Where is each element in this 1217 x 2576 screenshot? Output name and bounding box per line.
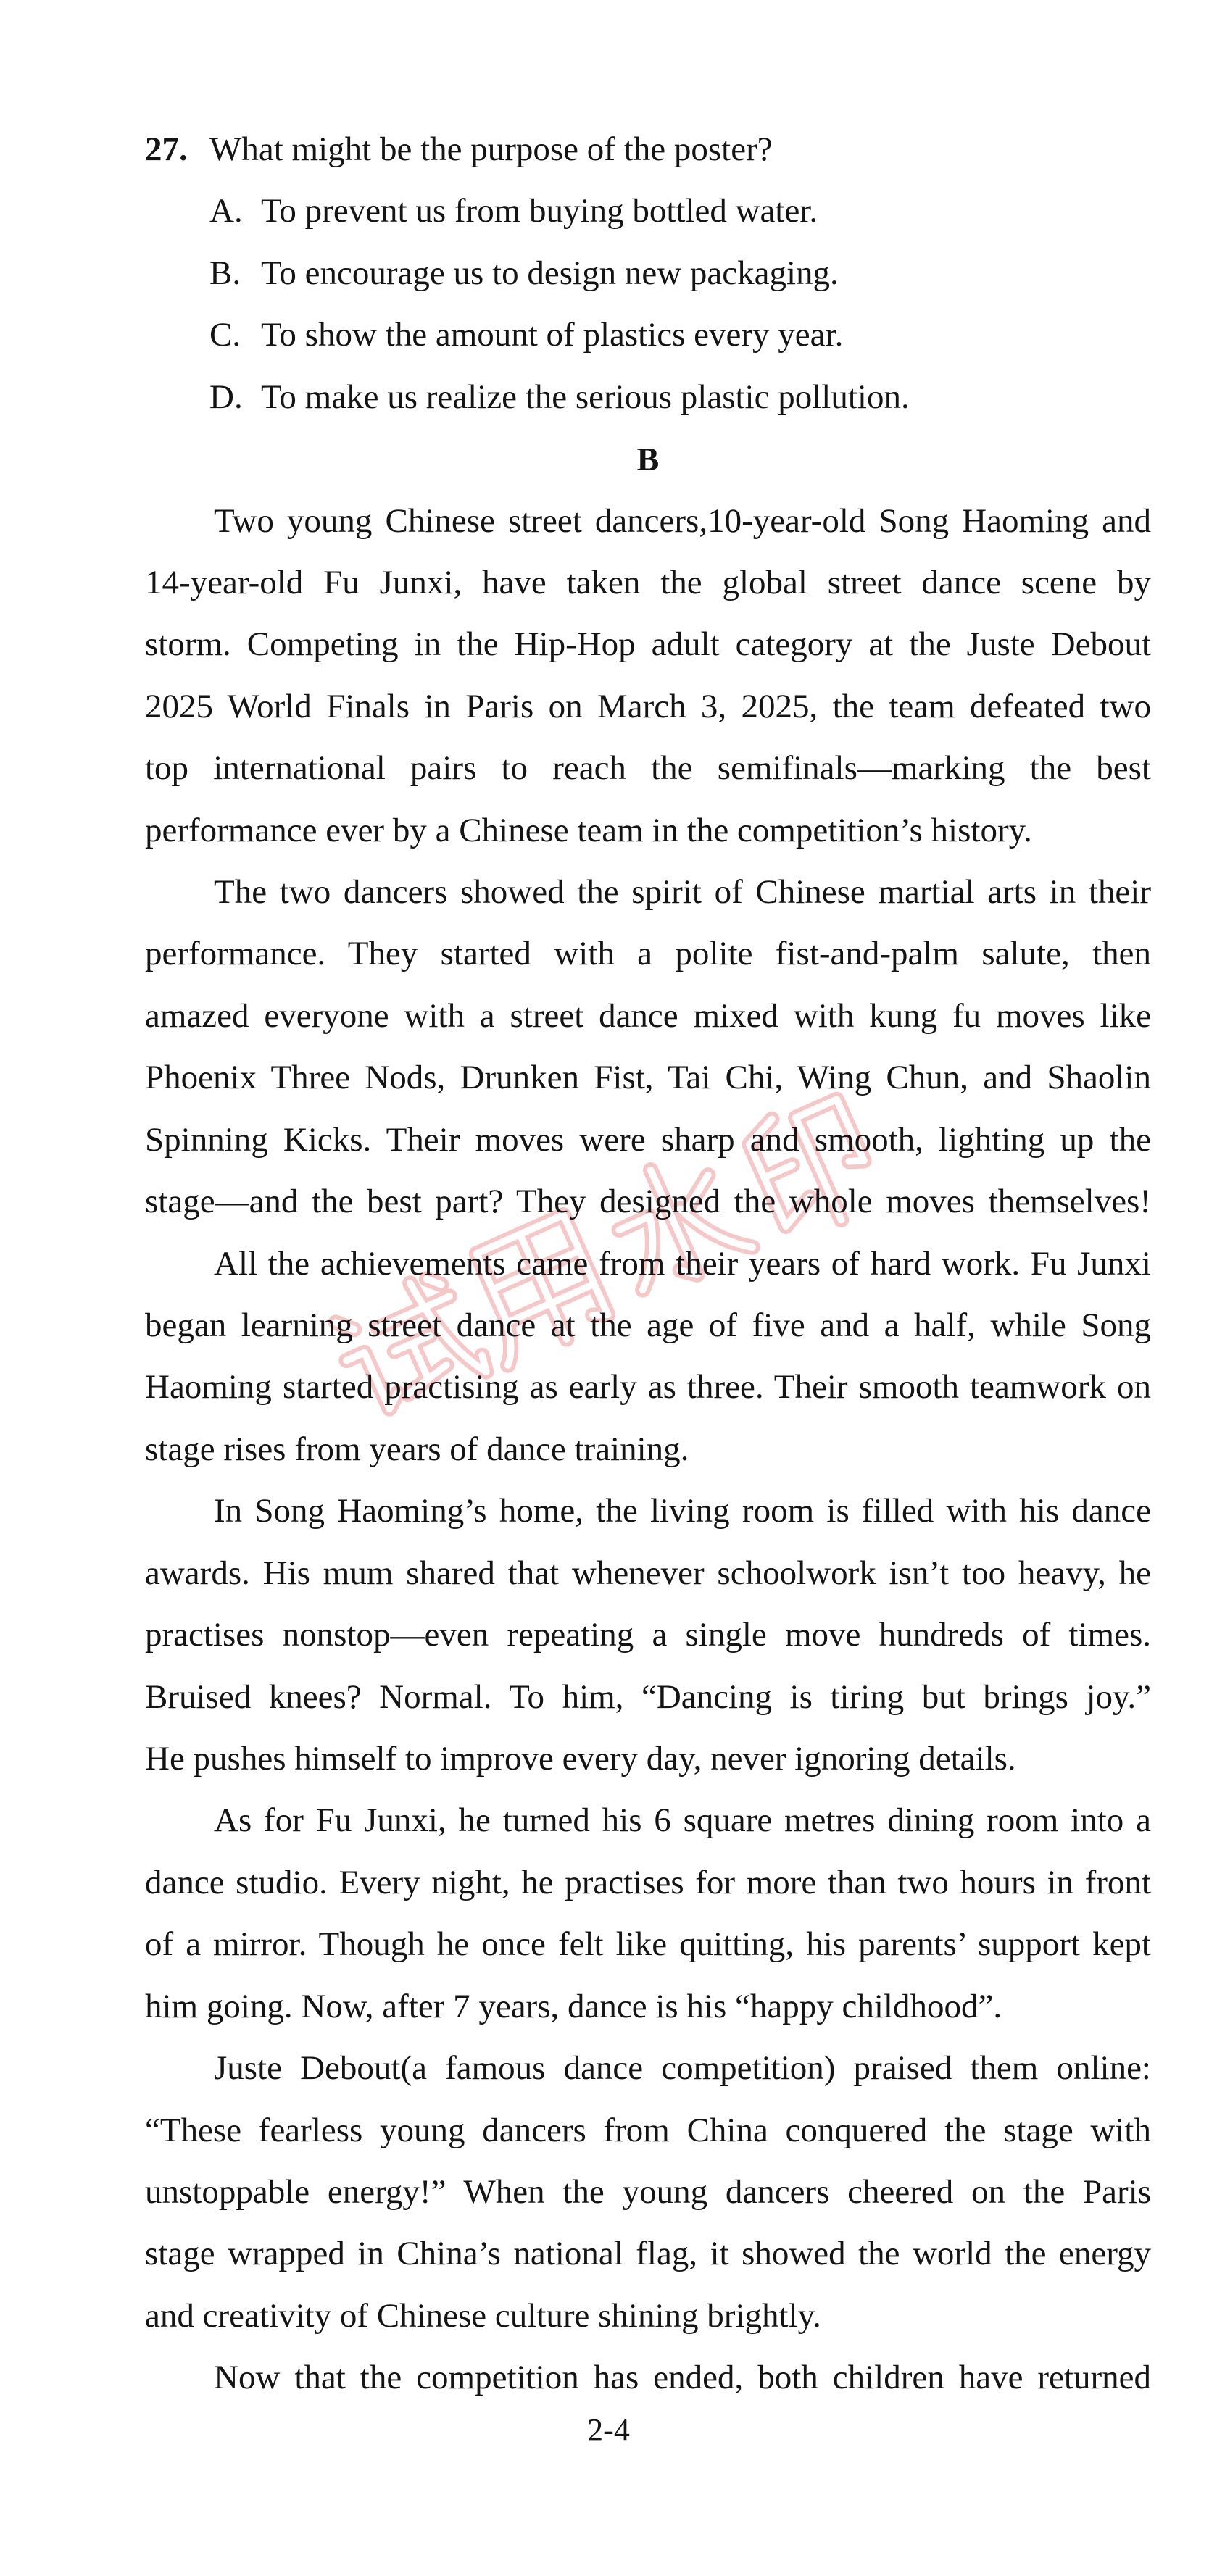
passage-line: performance ever by a Chinese team in the competition’s history. (145, 811, 1032, 849)
passage-line: him going. Now, after 7 years, dance is his “happy childhood”. (145, 1987, 1002, 2025)
passage-line: As for Fu Junxi, he turned his 6 square metres dining room into a (214, 1801, 1151, 1840)
passage-line: Bruised knees? Normal. To him, “Dancing is tiring but brings joy.” (145, 1677, 1151, 1716)
option-label: B. (209, 254, 241, 292)
passage-line: stage—and the best part? They designed the whole moves themselves! (145, 1183, 1151, 1221)
passage-line: began learning street dance at the age of five and a half, while Song (145, 1306, 1151, 1345)
passage-line: Two young Chinese street dancers,10-year-old Song Haoming and (214, 501, 1151, 540)
paragraph (145, 1790, 1151, 2038)
passage-line: All the achievements came from their years of hard work. Fu Junxi (214, 1244, 1151, 1283)
passage-line: of a mirror. Though he once felt like quitting, his parents’ support kept (145, 1925, 1151, 1964)
option-text: To encourage us to design new packaging. (261, 254, 839, 292)
passage-line: storm. Competing in the Hip-Hop adult category at the Juste Debout (145, 625, 1151, 664)
passage-line: practises nonstop—even repeating a single move hundreds of times. (145, 1616, 1151, 1654)
paragraph (145, 1233, 1151, 1481)
question-text: What might be the purpose of the poster? (209, 130, 773, 168)
passage-line: In Song Haoming’s home, the living room is filled with his dance (214, 1492, 1151, 1530)
question (145, 119, 1151, 180)
passage-line: 14-year-old Fu Junxi, have taken the global street dance scene by (145, 563, 1151, 601)
passage-line: dance studio. Every night, he practises for more than two hours in front (145, 1863, 1151, 1901)
option-label: A. (209, 192, 243, 230)
option-text: To prevent us from buying bottled water. (261, 192, 818, 230)
passage-line: performance. They started with a polite fist-and-palm salute, then (145, 935, 1151, 973)
passage-line: Phoenix Three Nods, Drunken Fist, Tai Chi, Wing Chun, and Shaolin (145, 1059, 1151, 1097)
passage-line: amazed everyone with a street dance mixed with kung fu moves like (145, 996, 1151, 1035)
option-c[interactable] (145, 304, 1151, 366)
paragraph (145, 862, 1151, 1233)
passage-line: “These fearless young dancers from China conquered the stage with (145, 2111, 1151, 2149)
option-label: C. (209, 316, 241, 354)
paragraph (145, 2038, 1151, 2347)
passage-line: 2025 World Finals in Paris on March 3, 2025, the team defeated two (145, 687, 1151, 725)
paragraph (145, 491, 1151, 862)
option-b[interactable] (145, 243, 1151, 304)
passage-line: Spinning Kicks. Their moves were sharp and smooth, lighting up the (145, 1120, 1151, 1159)
question-number: 27. (145, 130, 188, 168)
passage-line: Now that the competition has ended, both children have returned (214, 2359, 1151, 2397)
option-a[interactable] (145, 180, 1151, 242)
section-label: B (636, 441, 660, 478)
passage-line: awards. His mum shared that whenever schoolwork isn’t too heavy, he (145, 1554, 1151, 1592)
page-number: 2-4 (587, 2412, 630, 2448)
passage-line: Juste Debout(a famous dance competition) praised them online: (214, 2049, 1151, 2088)
passage-line: Haoming started practising as early as three. Their smooth teamwork on (145, 1368, 1151, 1406)
passage-line: The two dancers showed the spirit of Chinese martial arts in their (214, 873, 1151, 912)
paragraph (145, 1480, 1151, 1790)
option-label: D. (209, 378, 243, 416)
passage-line: stage rises from years of dance training. (145, 1430, 689, 1468)
passage-line: and creativity of Chinese culture shining brightly. (145, 2296, 821, 2335)
passage-line: unstoppable energy!” When the young dancers cheered on the Paris (145, 2172, 1151, 2211)
option-d[interactable] (145, 367, 1151, 428)
passage-line: He pushes himself to improve every day, never ignoring details. (145, 1739, 1016, 1777)
option-text: To show the amount of plastics every year. (261, 316, 844, 354)
option-text: To make us realize the serious plastic pollution. (261, 378, 910, 416)
passage-line: top international pairs to reach the semifinals—marking the best (145, 749, 1151, 788)
page-content (145, 119, 1151, 2409)
passage-line: stage wrapped in China’s national flag, it showed the world the energy (145, 2235, 1151, 2273)
